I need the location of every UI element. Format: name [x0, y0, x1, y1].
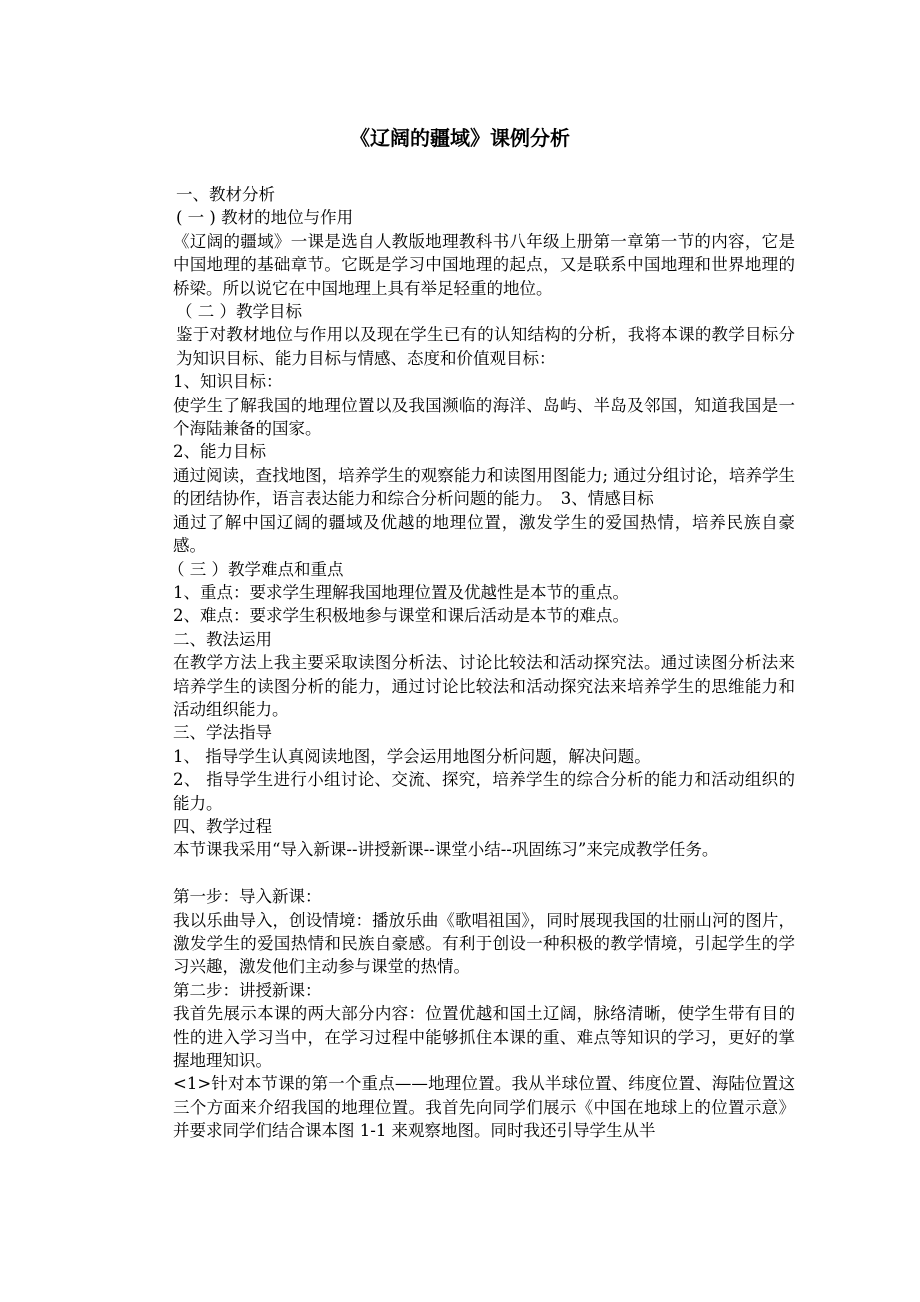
paragraph: 通过阅读，查找地图，培养学生的观察能力和读图用图能力; 通过分组讨论，培养学生的团结协作，语言表达能力和综合分析问题的能力。 3、情感目标: [173, 465, 795, 509]
paragraph: 在教学方法上我主要采取读图分析法、讨论比较法和活动探究法。通过读图分析法来培养学生的读图分析的能力，通过讨论比较法和活动探究法来培养学生的思维能力和活动组织能力。: [173, 653, 795, 719]
list-item: 2、 指导学生进行小组讨论、交流、探究，培养学生的综合分析的能力和活动组织的能力。: [173, 770, 795, 813]
section-heading: 三、学法指导: [173, 723, 272, 743]
paragraph: <1>针对本节课的第一个重点——地理位置。我从半球位置、纬度位置、海陆位置这三个方面来介绍我国的地理位置。我首先向同学们展示《中国在地球上的位置示意》并要求同学们结合课本图 1-1 来观察地图。同时我还引导学生从半: [173, 1074, 795, 1141]
document-title: 《辽阔的疆域》课例分析: [350, 126, 570, 150]
subsection-heading: ( 一 ) 教材的地位与作用: [176, 208, 354, 228]
list-item: 1、重点：要求学生理解我国地理位置及优越性是本节的重点。: [173, 582, 629, 602]
paragraph: 通过了解中国辽阔的疆域及优越的地理位置，激发学生的爱国热情，培养民族自豪感。: [173, 512, 795, 556]
paragraph: 本节课我采用“导入新课--讲授新课--课堂小结--巩固练习”来完成教学任务。: [173, 840, 719, 860]
blank-line: [140, 862, 795, 885]
paragraph: 使学生了解我国的地理位置以及我国濒临的海洋、岛屿、半岛及邻国，知道我国是一个海陆兼备的国家。: [173, 395, 795, 439]
section-heading: 一、教材分析: [176, 185, 275, 204]
list-item: 1、 指导学生认真阅读地图，学会运用地图分析问题，解决问题。: [173, 746, 651, 766]
list-item: 1、知识目标：: [173, 372, 283, 392]
paragraph: 我以乐曲导入，创设情境：播放乐曲《歌唱祖国》，同时展现我国的壮丽山河的图片，激发学生的爱国热情和民族自豪感。有利于创设一种积极的教学情境，引起学生的学习兴趣，激发他们主动参与课堂的热情。: [173, 910, 795, 977]
step-heading: 第一步：导入新课：: [173, 887, 322, 907]
section-heading: 二、教法运用: [173, 629, 272, 649]
paragraph: 《辽阔的疆域》一课是选自人教版地理教科书八年级上册第一章第一节的内容，它是中国地理的基础章节。它既是学习中国地理的起点，又是联系中国地理和世界地理的桥梁。所以说它在中国地理上具有举足轻重的地位。: [173, 231, 795, 298]
list-item: 2、难点：要求学生积极地参与课堂和课后活动是本节的难点。: [173, 606, 629, 626]
paragraph: 我首先展示本课的两大部分内容：位置优越和国土辽阔，脉络清晰，使学生带有目的性的进入学习当中，在学习过程中能够抓住本课的重、难点等知识的学习，更好的掌握地理知识。: [173, 1004, 795, 1071]
step-heading: 第二步：讲授新课：: [173, 980, 322, 1000]
subsection-heading: （ 三 ）教学难点和重点: [168, 559, 344, 579]
subsection-heading: （ 二 ）教学目标: [176, 302, 302, 322]
paragraph: 鉴于对教材地位与作用以及现在学生已有的认知结构的分析，我将本课的教学目标分为知识目标、能力目标与情感、态度和价值观目标：: [176, 325, 795, 368]
section-heading: 四、教学过程: [173, 816, 272, 836]
document-body: [140, 183, 795, 1143]
list-item: 2、能力目标: [173, 442, 266, 462]
